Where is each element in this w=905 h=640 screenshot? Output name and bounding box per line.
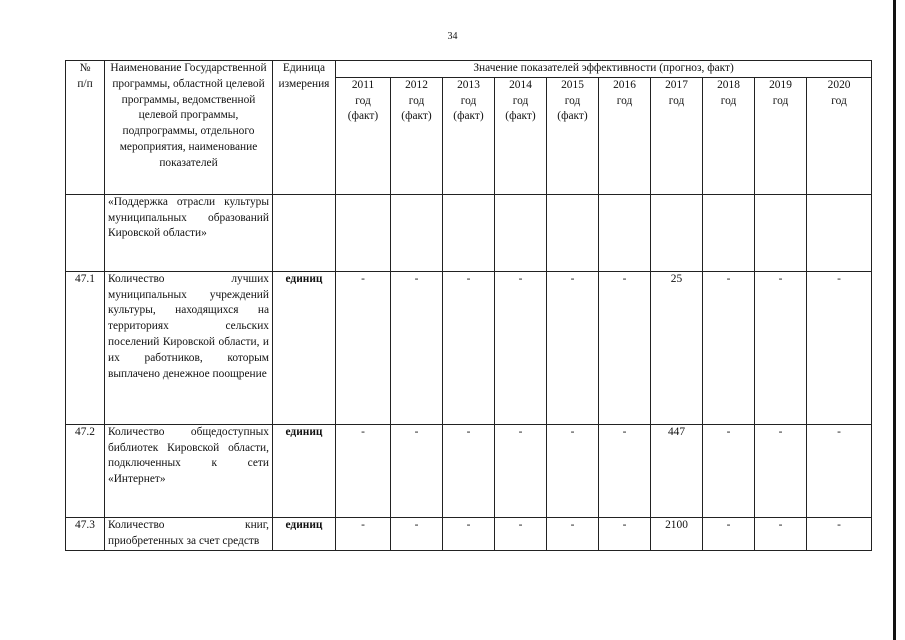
row-unit: единиц <box>273 271 336 424</box>
subprogram-value-cell <box>547 194 599 271</box>
header-year-cell <box>495 77 547 194</box>
header-year-sub: год <box>355 94 371 107</box>
subprogram-value-cell <box>495 194 547 271</box>
header-year-sub: год <box>564 94 581 107</box>
row-indicator-name: Количество общедоступных библиотек Кировской области, подключенных к сети «Интернет» <box>105 424 273 517</box>
subprogram-value-cell <box>443 194 495 271</box>
header-year-cell <box>336 77 391 194</box>
indicators-table <box>65 60 872 551</box>
row-value-cell: - <box>336 424 391 517</box>
header-year-cell <box>755 77 807 194</box>
header-year-cell <box>599 77 651 194</box>
row-number: 47.1 <box>66 271 105 424</box>
row-value-cell: - <box>703 271 755 424</box>
row-value-cell: - <box>755 424 807 517</box>
subprogram-value-cell <box>755 194 807 271</box>
subprogram-unit <box>273 194 336 271</box>
header-unit: Единица измерения <box>273 61 336 195</box>
header-year: 2018 <box>717 78 740 91</box>
row-indicator-name: Количество лучших муниципальных учреждений культуры, находящихся на территориях сельских поселений Кировской области, и их работников, которым выплачено денежное поощрение <box>105 271 273 424</box>
row-value-cell: - <box>443 424 495 517</box>
row-value-cell: - <box>807 424 872 517</box>
subprogram-value-cell <box>599 194 651 271</box>
row-value-cell: - <box>443 271 495 424</box>
row-unit: единиц <box>273 424 336 517</box>
row-value-cell: - <box>336 271 391 424</box>
header-year: 2019 <box>769 78 792 91</box>
row-value-cell: - <box>599 424 651 517</box>
table-row <box>66 271 872 424</box>
row-value-cell: - <box>495 424 547 517</box>
header-year-note: (факт) <box>347 110 379 123</box>
row-value-cell: 447 <box>651 424 703 517</box>
row-value-cell: - <box>807 517 872 550</box>
subprogram-name: «Поддержка отрасли культуры муниципальных образований Кировской области» <box>105 194 273 271</box>
row-indicator-name: Количество книг, приобретенных за счет средств <box>105 517 273 550</box>
subprogram-value-cell <box>651 194 703 271</box>
header-year-cell <box>703 77 755 194</box>
subprogram-value-cell <box>336 194 391 271</box>
table-row <box>66 424 872 517</box>
header-year: 2017 <box>665 78 688 91</box>
header-year-note: (факт) <box>401 110 432 123</box>
header-year: 2011 <box>351 78 375 91</box>
row-value-cell: - <box>391 517 443 550</box>
subprogram-value-cell <box>807 194 872 271</box>
row-value-cell: - <box>599 517 651 550</box>
header-year: 2013 <box>457 78 480 91</box>
row-number: 47.3 <box>66 517 105 550</box>
header-year-sub: год <box>460 94 477 107</box>
header-number: № п/п <box>66 61 105 195</box>
row-number: 47.2 <box>66 424 105 517</box>
header-year: 2014 <box>509 78 532 91</box>
header-year: 2016 <box>613 78 636 91</box>
row-value-cell: - <box>755 517 807 550</box>
row-unit: единиц <box>273 517 336 550</box>
binding-edge-line <box>893 0 896 640</box>
header-year-cell <box>651 77 703 194</box>
header-year-note: (факт) <box>505 110 536 123</box>
header-year-sub: год <box>616 94 633 107</box>
row-value-cell: - <box>495 271 547 424</box>
header-name: Наименование Государственной программы, областной целевой программы, ведомственной целевой программы, подпрограммы, отдельного мероприятия, наименование показателей <box>105 61 273 195</box>
header-year-cell <box>807 77 872 194</box>
header-year-sub: год <box>668 94 685 107</box>
header-year: 2020 <box>827 78 851 91</box>
header-year-sub: год <box>512 94 529 107</box>
header-year-sub: год <box>831 94 847 107</box>
row-value-cell: - <box>547 424 599 517</box>
subprogram-number <box>66 194 105 271</box>
table-row <box>66 517 872 550</box>
row-value-cell: - <box>495 517 547 550</box>
subprogram-row <box>66 194 872 271</box>
row-value-cell: - <box>703 424 755 517</box>
header-year-sub: год <box>772 94 789 107</box>
header-year-cell <box>443 77 495 194</box>
header-year-sub: год <box>720 94 737 107</box>
row-value-cell: 25 <box>651 271 703 424</box>
header-year: 2015 <box>561 78 584 91</box>
row-value-cell: - <box>443 517 495 550</box>
header-year: 2012 <box>405 78 428 91</box>
table-header-row <box>66 61 872 78</box>
row-value-cell: - <box>336 517 391 550</box>
header-year-note: (факт) <box>557 110 588 123</box>
row-value-cell: - <box>391 271 443 424</box>
row-value-cell: - <box>599 271 651 424</box>
row-value-cell: - <box>547 271 599 424</box>
row-value-cell: - <box>547 517 599 550</box>
row-value-cell: 2100 <box>651 517 703 550</box>
subprogram-value-cell <box>703 194 755 271</box>
header-year-cell <box>391 77 443 194</box>
row-value-cell: - <box>755 271 807 424</box>
row-value-cell: - <box>703 517 755 550</box>
header-year-sub: год <box>408 94 425 107</box>
row-value-cell: - <box>807 271 872 424</box>
row-value-cell: - <box>391 424 443 517</box>
header-year-note: (факт) <box>453 110 484 123</box>
header-year-cell <box>547 77 599 194</box>
page-number: 34 <box>447 31 458 42</box>
header-values-group: Значение показателей эффективности (прогноз, факт) <box>336 61 872 78</box>
subprogram-value-cell <box>391 194 443 271</box>
